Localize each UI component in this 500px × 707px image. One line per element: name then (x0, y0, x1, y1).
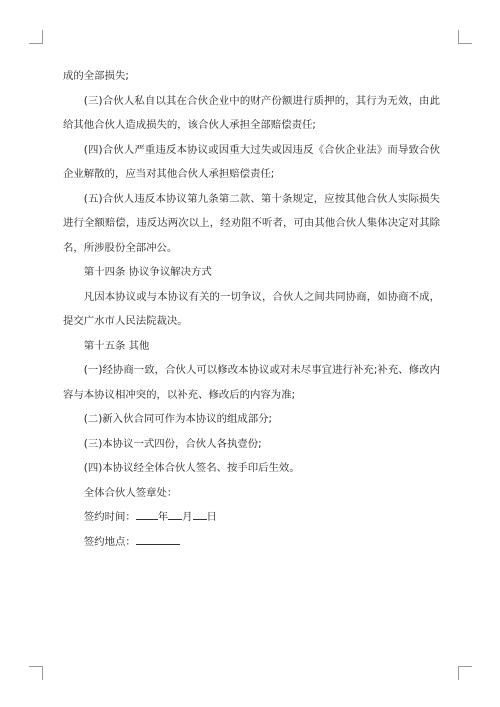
sign-year-unit: 年 (157, 511, 169, 523)
sign-month-blank[interactable] (168, 508, 182, 520)
sign-month-unit: 月 (182, 511, 193, 523)
article-14-heading: 第十四条 协议争议解决方式 (83, 266, 212, 278)
sign-year-blank[interactable] (136, 508, 158, 520)
sign-day-unit: 日 (206, 511, 217, 523)
document-body (63, 64, 440, 554)
sign-place-line (63, 530, 440, 555)
paragraph-clause-5-violation: (五)合伙人违反本协议第九条第二款、第十条规定，应按其他合伙人实际损失进行全额赔偿，违反达两次以上，经劝阻不听者，可由其他合伙人集体决定对其除名，所涉股份全部冲公。 (63, 192, 440, 254)
crop-mark-bottom-right (458, 666, 472, 680)
crop-mark-top-left (29, 30, 43, 44)
paragraph-other-2-new-partner: (二)新入伙合同可作为本协议的组成部分; (83, 413, 273, 425)
sign-day-blank[interactable] (193, 508, 207, 520)
paragraph-other-4-effective: (四)本协议经全体合伙人签名、按手印后生效。 (83, 462, 300, 474)
crop-mark-bottom-left (29, 666, 43, 680)
crop-mark-top-right (458, 30, 472, 44)
article-15-heading: 第十五条 其他 (83, 339, 150, 352)
paragraph-other-1-amendment: (一)经协商一致，合伙人可以修改本协议或对未尽事宜进行补充;补充、修改内容与本协议相冲突的，以补充、修改后的内容为准; (63, 364, 440, 401)
sign-place-blank[interactable] (136, 533, 180, 545)
paragraph-clause-4-dissolution: (四)合伙人严重违反本协议或因重大过失或因违反《合伙企业法》而导致合伙企业解散的，应当对其他合伙人承担赔偿责任; (63, 143, 440, 180)
paragraph-other-3-copies: (三)本协议一式四份，合伙人各执壹份; (83, 437, 262, 450)
signature-section-label: 全体合伙人签章处： (83, 486, 178, 499)
paragraph-loss-continuation: 成的全部损失; (63, 70, 129, 82)
sign-time-line (63, 505, 440, 530)
paragraph-clause-3-pledge: (三)合伙人私自以其在合伙企业中的财产份额进行质押的，其行为无效，由此给其他合伙人造成损失的，该合伙人承担全部赔偿责任; (63, 94, 440, 131)
paragraph-dispute-resolution: 凡因本协议或与本协议有关的一切争议，合伙人之间共同协商，如协商不成，提交广水市人民法院裁决。 (63, 290, 440, 327)
sign-time-label: 签约时间： (83, 511, 136, 523)
sign-place-label: 签约地点： (83, 535, 136, 548)
